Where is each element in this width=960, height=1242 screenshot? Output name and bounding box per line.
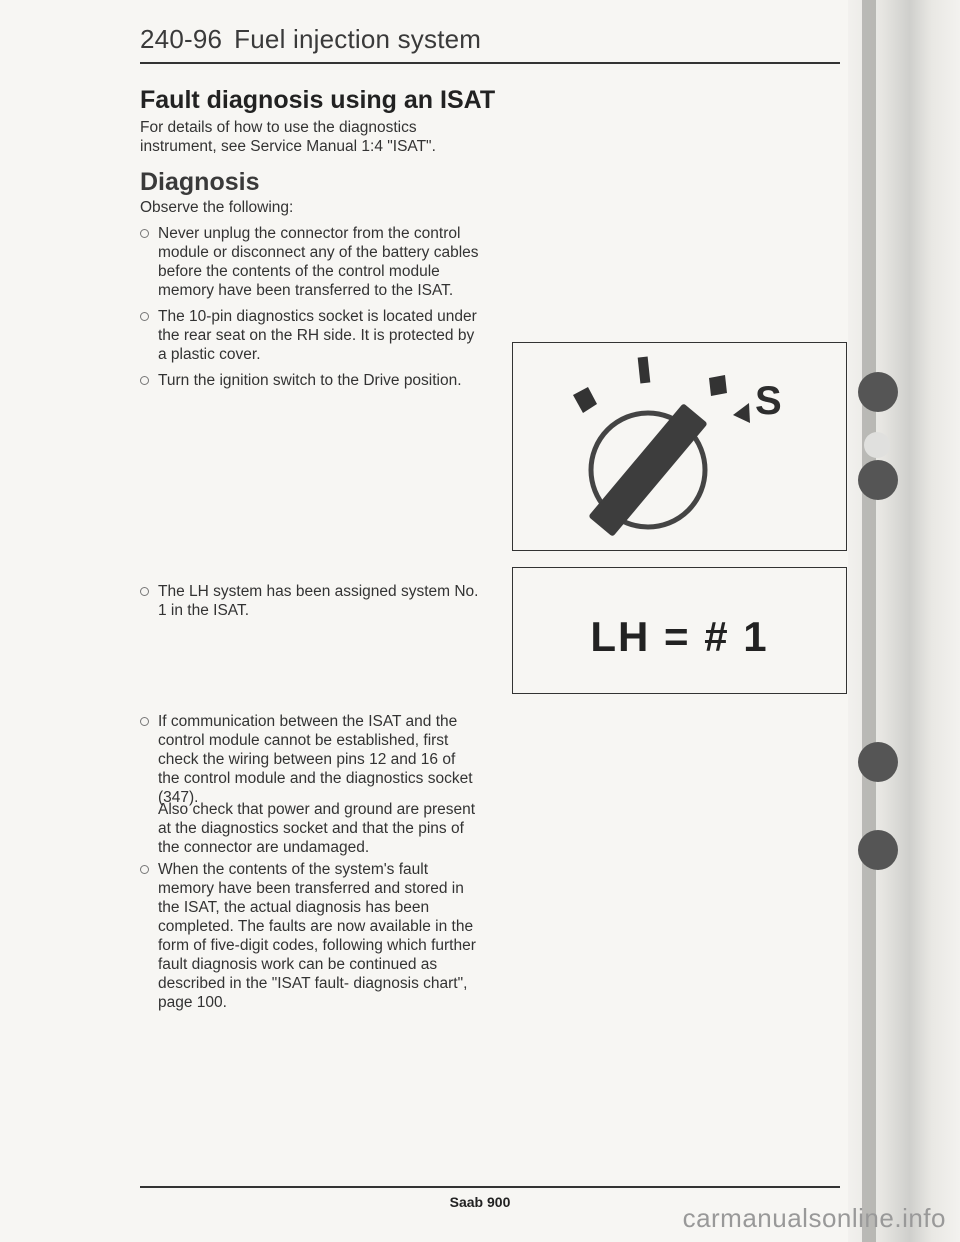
drive-position-label: S (755, 379, 782, 423)
bullet-item (140, 712, 480, 807)
ignition-switch-icon (513, 343, 846, 550)
bullet-text: When the contents of the system's fault memory have been transferred and stored in the ISAT, the actual diagnosis has been completed. The faults are now available in the form of five-digit codes, following which further fault diagnosis work can be continued as described in the "ISAT fault- diagnosis chart", page 100. (158, 861, 476, 1011)
bullet-icon (140, 587, 149, 596)
bullet-icon (140, 229, 149, 238)
binder-hole-icon (858, 830, 898, 870)
lh-system-number: LH = # 1 (590, 613, 769, 660)
bullet-icon (140, 376, 149, 385)
bullet-item (140, 307, 480, 364)
section-heading-fault-diagnosis: Fault diagnosis using an ISAT (140, 86, 496, 114)
section-heading-diagnosis: Diagnosis (140, 168, 260, 196)
ignition-switch-figure (512, 342, 847, 551)
bullet-item (140, 582, 480, 620)
binder-hole-icon (858, 742, 898, 782)
bullet-text: If communication between the ISAT and the control module cannot be established, first check the wiring between pins 12 and 16 of the control module and the diagnostics socket (347). (158, 713, 473, 806)
binder-hole-icon (858, 372, 898, 412)
binder-edge (862, 0, 876, 1242)
diagnosis-intro: Observe the following: (140, 199, 294, 216)
footer-divider (140, 1186, 840, 1188)
bullet-text: The LH system has been assigned system No. 1 in the ISAT. (158, 583, 479, 619)
bullet-text: Turn the ignition switch to the Drive position. (158, 372, 462, 389)
fault-diagnosis-paragraph: For details of how to use the diagnostics instrument, see Service Manual 1:4 "ISAT". (140, 119, 436, 155)
bullet-icon (140, 865, 149, 874)
page-number: 240-96 (140, 24, 223, 54)
bullet-continuation: Also check that power and ground are present at the diagnostics socket and that the pins of the connector are undamaged. (158, 801, 476, 856)
bullet-icon (140, 312, 149, 321)
page-header-title: Fuel injection system (234, 24, 482, 54)
binder-hole-icon (858, 460, 898, 500)
bullet-item (140, 371, 480, 390)
diagnosis-bullet-list-bottom (140, 712, 480, 814)
bullet-text: Never unplug the connector from the control module or disconnect any of the battery cables before the contents of the control module memory have been transferred to the ISAT. (158, 225, 479, 299)
diagnosis-bullet-final (140, 860, 480, 1019)
diagnosis-bullet-lh (140, 582, 480, 627)
bullet-item (140, 224, 480, 300)
page-header (140, 24, 481, 55)
bullet-item (140, 860, 480, 1012)
bullet-text: The 10-pin diagnostics socket is located under the rear seat on the RH side. It is protected by a plastic cover. (158, 308, 477, 363)
bullet-icon (140, 717, 149, 726)
footer-text: Saab 900 (449, 1194, 511, 1210)
binder-hole-icon (864, 432, 890, 458)
diagnosis-bullet-list-top (140, 224, 480, 397)
lh-system-figure (512, 567, 847, 694)
header-divider (140, 62, 840, 64)
watermark: carmanualsonline.info (682, 1203, 946, 1233)
